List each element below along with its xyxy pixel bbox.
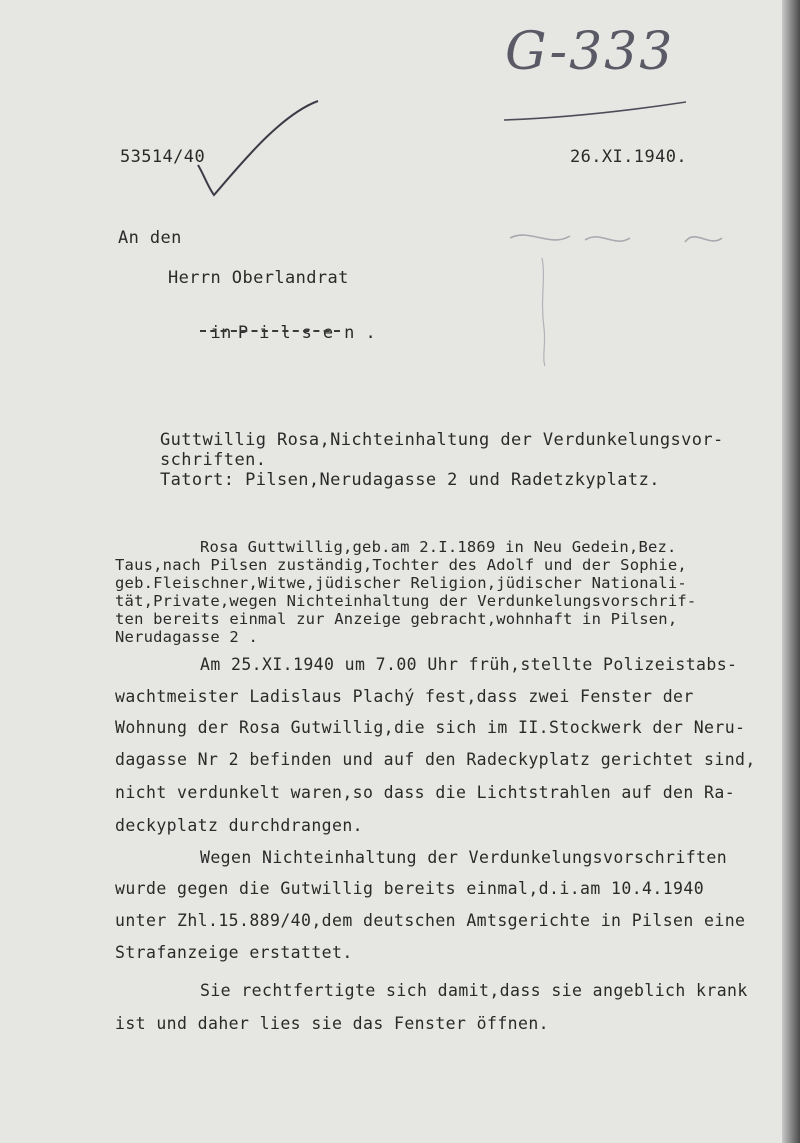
paragraph2-line: Wohnung der Rosa Gutwillig,die sich im II.Stockwerk der Neru-: [115, 718, 746, 737]
paragraph2-line: nicht verdunkelt waren,so dass die Lichtstrahlen auf den Ra-: [115, 783, 736, 802]
city-underline: [200, 330, 340, 332]
paragraph1-line: geb.Fleischner,Witwe,jüdischer Religion,jüdischer Nationali-: [115, 574, 687, 592]
handwritten-archive-number: G-333: [505, 22, 675, 82]
file-number: 53514/40: [120, 147, 206, 167]
paragraph3-line: wurde gegen die Gutwillig bereits einmal,d.i.am 10.4.1940: [115, 879, 705, 898]
paragraph2-line: wachtmeister Ladislaus Plachý fest,dass zwei Fenster der: [115, 687, 694, 706]
checkmark-icon: [190, 95, 330, 200]
paragraph2-line: deckyplatz durchdrangen.: [115, 816, 364, 835]
paragraph1-line: Nerudagasse 2 .: [115, 628, 258, 646]
subject-line-3: Tatort: Pilsen,Nerudagasse 2 und Radetzkyplatz.: [160, 470, 660, 490]
paragraph1-line: Rosa Guttwillig,geb.am 2.I.1869 in Neu Gedein,Bez.: [200, 538, 677, 556]
faint-pencil-note: [490, 218, 730, 368]
paragraph4-line: ist und daher lies sie das Fenster öffnen.: [115, 1014, 550, 1033]
subject-line-1: Guttwillig Rosa,Nichteinhaltung der Verdunkelungsvor-: [160, 430, 724, 450]
handwritten-underline: [500, 98, 690, 128]
document-date: 26.XI.1940.: [570, 147, 687, 167]
paragraph4-line: Sie rechtfertigte sich damit,dass sie angeblich krank: [200, 981, 748, 1000]
address-city-prefix: in: [210, 323, 232, 343]
address-city: P i l s e n .: [237, 323, 377, 343]
address-recipient: Herrn Oberlandrat: [168, 268, 349, 288]
scan-page-edge: [782, 0, 800, 1143]
address-line-an-den: An den: [118, 228, 182, 248]
paragraph2-line: Am 25.XI.1940 um 7.00 Uhr früh,stellte Polizeistabs-: [200, 655, 738, 674]
paragraph3-line: Wegen Nichteinhaltung der Verdunkelungsvorschriften: [200, 848, 728, 867]
paragraph1-line: Taus,nach Pilsen zuständig,Tochter des Adolf und der Sophie,: [115, 556, 687, 574]
subject-line-2: schriften.: [160, 450, 267, 470]
paragraph1-line: tät,Private,wegen Nichteinhaltung der Verdunkelungsvorschrif-: [115, 592, 697, 610]
paragraph3-line: Strafanzeige erstattet.: [115, 943, 353, 962]
paragraph1-line: ten bereits einmal zur Anzeige gebracht,wohnhaft in Pilsen,: [115, 610, 678, 628]
paragraph2-line: dagasse Nr 2 befinden und auf den Radeckyplatz gerichtet sind,: [115, 750, 756, 769]
paragraph3-line: unter Zhl.15.889/40,dem deutschen Amtsgerichte in Pilsen eine: [115, 911, 746, 930]
address-city-line: [168, 303, 376, 363]
